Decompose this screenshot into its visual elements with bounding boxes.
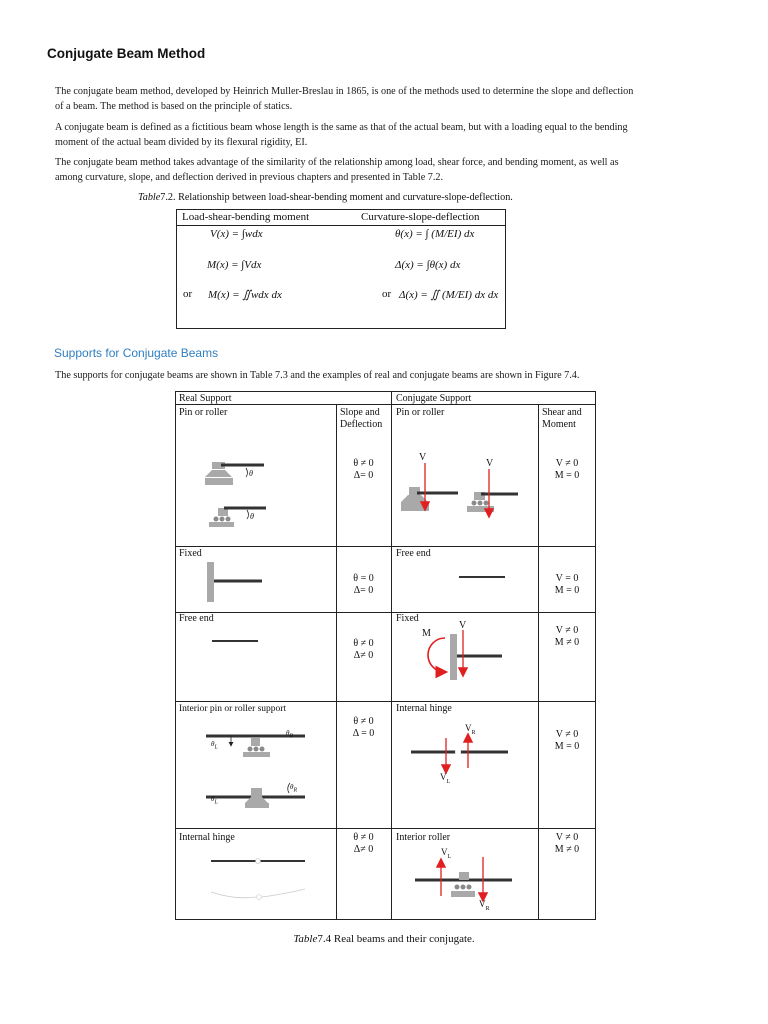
vr-label-hinge: $V_R$ [465,723,476,736]
v-label-roller: V [486,458,494,469]
theta-l-label-2: $\theta_L$ [211,795,218,806]
hdr-real-support: Real Support [179,393,232,404]
v-label-pin: V [419,452,427,463]
row2-real-cond: θ = 0 Δ= 0 [353,573,374,596]
row3-real-label: Free end [179,613,214,624]
paragraph-3: The conjugate beam method takes advantage of the similarity of the relationship among load, shear force, and bending moment, as well as among curvature, slope, and deflection derived in previous chapters and presented in Table 7.2. [55,157,619,183]
table74-caption: Table7.4 Real beams and their conjugate. [293,933,475,945]
row2-conj-label: Free end [396,548,431,559]
eq-deflection-double: Δ(x) = ∬ (M/EI) dx dx [399,289,499,301]
theta-r-label-1: $\theta_R$ [286,729,294,740]
eq-moment: M(x) = ∫Vdx [207,259,262,271]
table-7-4 [175,391,596,920]
row4-real-cond: θ ≠ 0 Δ = 0 [352,716,375,739]
eq-deflection: Δ(x) = ∫θ(x) dx [395,259,461,271]
paragraph-1: The conjugate beam method, developed by Heinrich Muller-Breslau in 1865, is one of the methods used to determine the slope and deflection of a beam. The method is based on the principle of statics. [55,86,634,112]
v-label-fixed: V [459,620,467,631]
hdr-slope-deflection: Slope and Deflection [340,407,383,430]
table72-col1-header: Load-shear-bending moment [182,211,310,223]
row5-real-cond: θ ≠ 0 Δ≠ 0 [353,832,374,855]
table-7-2 [176,209,506,329]
row2-conj-cond: V = 0 M = 0 [554,573,580,596]
row3-conj-cond: V ≠ 0 M ≠ 0 [554,625,580,648]
or-label-left: or [183,288,193,300]
m-label: M [422,628,431,639]
vr-label-roller: $V_R$ [479,899,490,912]
hdr-conjugate-support: Conjugate Support [396,393,472,404]
row4-real-label: Interior pin or roller support [179,704,287,714]
eq-shear: V(x) = ∫wdx [210,228,263,240]
row5-conj-label: Interior roller [396,832,451,843]
row3-conj-label: Fixed [396,613,419,624]
section-text: The supports for conjugate beams are shown in Table 7.3 and the examples of real and conjugate beams are shown in Figure 7.4. [55,370,580,381]
table72-caption: Table7.2. Relationship between load-shear-bending moment and curvature-slope-deflection. [138,192,513,203]
vl-label-hinge: $V_L$ [440,772,451,785]
row1-conj-label: Pin or roller [396,407,445,418]
theta-l-label-1: $\theta_L$ [211,740,218,751]
or-label-right: or [382,288,392,300]
eq-slope: θ(x) = ∫ (M/EI) dx [395,228,475,240]
table72-col2-header: Curvature-slope-deflection [361,211,480,223]
page-title: Conjugate Beam Method [47,46,206,61]
section-heading: Supports for Conjugate Beams [54,346,219,360]
theta-label-2: θ [250,512,254,521]
row4-conj-cond: V ≠ 0 M = 0 [554,729,580,752]
paragraph-2: A conjugate beam is defined as a fictitious beam whose length is the same as that of the actual beam, but with a loading equal to the bending moment of the actual beam divided by its flexural rigidity, EI. [55,122,628,148]
row3-real-cond: θ ≠ 0 Δ≠ 0 [353,638,374,661]
theta-label-1: θ [249,469,253,478]
vl-label-roller: $V_L$ [441,847,452,860]
row1-real-label: Pin or roller [179,407,228,418]
row1-conj-cond: V ≠ 0 M = 0 [554,458,580,481]
row5-conj-cond: V ≠ 0 M ≠ 0 [554,832,580,855]
row2-real-label: Fixed [179,548,202,559]
theta-r-label-2: $\theta_R$ [290,783,298,794]
row1-real-cond: θ ≠ 0 Δ= 0 [353,458,374,481]
row4-conj-label: Internal hinge [396,703,452,714]
hdr-shear-moment: Shear and Moment [542,407,582,430]
row5-real-label: Internal hinge [179,832,235,843]
eq-moment-double: M(x) = ∬wdx dx [208,289,282,301]
